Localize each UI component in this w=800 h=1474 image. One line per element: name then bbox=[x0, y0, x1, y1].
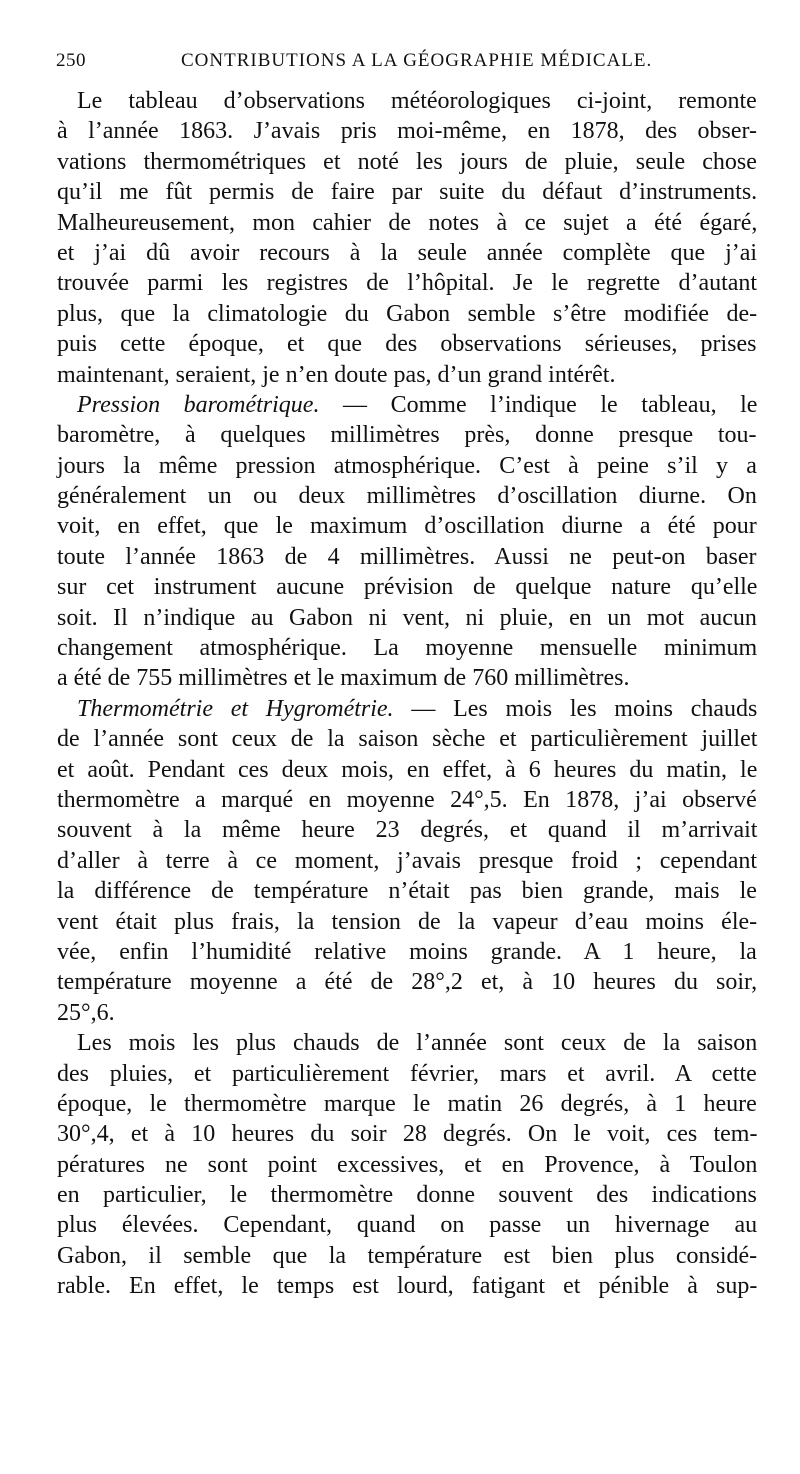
text-line: Le tableau d’observations météorologiques ci-joint, remonte bbox=[77, 88, 757, 114]
text-line: vations thermométriques et noté les jours de pluie, seule chose bbox=[57, 148, 757, 175]
text-line: changement atmosphérique. La moyenne mensuelle minimum bbox=[57, 635, 758, 662]
text-line: vée, enfin l’humidité relative moins grande. A 1 heure, la bbox=[57, 938, 757, 965]
text-line: thermomètre a marqué en moyenne 24°,5. En 1878, j’ai observé bbox=[57, 786, 757, 813]
text-line: d’aller à terre à ce moment, j’avais presque froid ; cependant bbox=[57, 847, 758, 874]
text-line: et j’ai dû avoir recours à la seule année complète que j’ai bbox=[57, 239, 758, 266]
text-line: de l’année sont ceux de la saison sèche et particulièrement juillet bbox=[57, 726, 758, 753]
text-line: la différence de température n’était pas bien grande, mais le bbox=[57, 878, 757, 905]
text-line: généralement un ou deux millimètres d’oscillation diurne. On bbox=[57, 483, 757, 510]
body-text bbox=[57, 86, 757, 1302]
text-line: trouvée parmi les registres de l’hôpital. Je le regrette d’autant bbox=[57, 270, 758, 297]
text-segment: — Les mois les moins chauds bbox=[393, 695, 758, 722]
text-line: époque, le thermomètre marque le matin 26 degrés, à 1 heure bbox=[57, 1090, 757, 1117]
text-line: plus, que la climatologie du Gabon semble s’être modifiée de- bbox=[57, 300, 758, 327]
text-line: en particulier, le thermomètre donne souvent des indications bbox=[57, 1182, 757, 1209]
text-line: plus élevées. Cependant, quand on passe un hivernage au bbox=[57, 1212, 758, 1239]
text-line: voit, en effet, que le maximum d’oscillation diurne a été pour bbox=[57, 513, 757, 540]
text-line: maintenant, seraient, je n’en doute pas, d’un grand intérêt. bbox=[57, 361, 616, 388]
section-first-line bbox=[57, 694, 757, 724]
text-line: et août. Pendant ces deux mois, en effet, à 6 heures du matin, le bbox=[57, 756, 758, 783]
text-line: 25°,6. bbox=[57, 999, 115, 1026]
text-line: vent était plus frais, la tension de la vapeur d’eau moins éle- bbox=[57, 908, 758, 935]
text-line: Les mois les plus chauds de l’année sont ceux de la saison bbox=[77, 1030, 758, 1057]
text-line: 30°,4, et à 10 heures du soir 28 degrés. On le voit, ces tem- bbox=[57, 1121, 758, 1148]
section-heading-thermo: Thermométrie et Hygrométrie. bbox=[77, 695, 394, 722]
text-line: sur cet instrument aucune prévision de quelque nature qu’elle bbox=[57, 574, 758, 601]
text-line: qu’il me fût permis de faire par suite du défaut d’instruments. bbox=[57, 179, 758, 206]
text-line: Malheureusement, mon cahier de notes à ce sujet a été égaré, bbox=[57, 209, 758, 236]
text-line: pératures ne sont point excessives, et en Provence, à Toulon bbox=[57, 1151, 758, 1178]
running-title: CONTRIBUTIONS A LA GÉOGRAPHIE MÉDICALE. bbox=[181, 50, 653, 71]
section-first-line bbox=[57, 390, 757, 420]
text-segment: — Comme l’indique le tableau, le bbox=[319, 391, 758, 418]
page-header bbox=[56, 50, 756, 80]
text-line: puis cette époque, et que des observations sérieuses, prises bbox=[57, 331, 757, 358]
text-line: rable. En effet, le temps est lourd, fatigant et pénible à sup- bbox=[57, 1273, 758, 1300]
text-line: souvent à la même heure 23 degrés, et quand il m’arrivait bbox=[57, 817, 758, 844]
page-number: 250 bbox=[56, 50, 86, 71]
text-line: des pluies, et particulièrement février, mars et avril. A cette bbox=[57, 1060, 757, 1087]
text-line: jours la même pression atmosphérique. C’est à peine s’il y a bbox=[57, 452, 757, 479]
text-line: Gabon, il semble que la température est bien plus considé- bbox=[57, 1242, 758, 1269]
text-line: température moyenne a été de 28°,2 et, à 10 heures du soir, bbox=[57, 969, 758, 996]
text-line: soit. Il n’indique au Gabon ni vent, ni pluie, en un mot aucun bbox=[57, 604, 757, 631]
text-line: baromètre, à quelques millimètres près, donne presque tou- bbox=[57, 422, 757, 449]
text-line: à l’année 1863. J’avais pris moi-même, en 1878, des obser- bbox=[57, 118, 758, 145]
text-line: toute l’année 1863 de 4 millimètres. Aussi ne peut-on baser bbox=[57, 543, 757, 570]
text-line: a été de 755 millimètres et le maximum de 760 millimètres. bbox=[57, 665, 630, 692]
section-heading-pression: Pression barométrique. bbox=[77, 391, 320, 418]
